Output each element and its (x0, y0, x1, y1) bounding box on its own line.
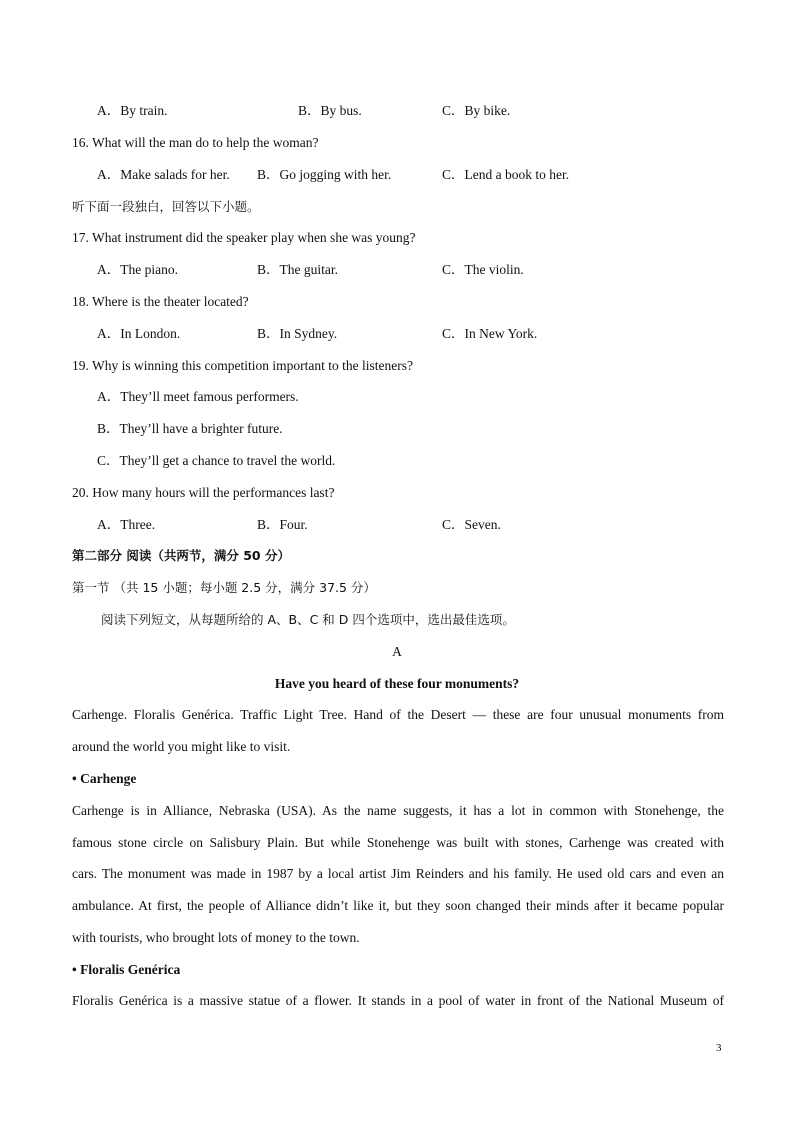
q17-option-b: B．The guitar. (257, 262, 338, 277)
page-number: 3 (716, 1042, 722, 1054)
q18-option-a: A．In London. (97, 326, 181, 341)
q17-option-a: A．The piano. (97, 262, 178, 277)
section-heading-floralis: • Floralis Genérica (72, 962, 181, 977)
carhenge-paragraph-line: Carhenge is in Alliance, Nebraska (USA). As the name suggests, it has a lot in common with Stonehenge, the (72, 803, 724, 818)
part2-heading: 第二部分 阅读（共两节，满分 50 分） (72, 548, 290, 563)
q20-question: 20. How many hours will the performances last? (72, 485, 335, 500)
q19-option-b: B．They’ll have a brighter future. (97, 421, 283, 436)
q19-question: 19. Why is winning this competition important to the listeners? (72, 358, 413, 373)
q16-option-a: A．Make salads for her. (97, 167, 230, 182)
carhenge-paragraph-line: famous stone circle on Salisbury Plain. But while Stonehenge was built with stones, Carhenge was created with (72, 835, 724, 850)
q20-option-c: C．Seven. (442, 517, 501, 532)
section-heading-carhenge: • Carhenge (72, 771, 137, 786)
q17-option-c: C．The violin. (442, 262, 524, 277)
q16-question: 16. What will the man do to help the woman? (72, 135, 319, 150)
q16-option-c: C．Lend a book to her. (442, 167, 570, 182)
carhenge-paragraph-line: ambulance. At first, the people of Alliance didn’t like it, but they soon changed their minds after it became popular (72, 898, 724, 913)
passage-title: Have you heard of these four monuments? (274, 676, 520, 691)
q15-option-c: C．By bike. (442, 103, 511, 118)
passage-label: A (392, 644, 402, 659)
carhenge-paragraph-line: with tourists, who brought lots of money to the town. (72, 930, 360, 945)
q18-question: 18. Where is the theater located? (72, 294, 249, 309)
q20-option-a: A．Three. (97, 517, 156, 532)
reading-instruction: 阅读下列短文，从每题所给的 A、B、C 和 D 四个选项中，选出最佳选项。 (101, 612, 515, 627)
monologue-instruction: 听下面一段独白，回答以下小题。 (72, 199, 260, 214)
passage-intro-line: Carhenge. Floralis Genérica. Traffic Light Tree. Hand of the Desert — these are four unusual monuments from (72, 707, 724, 722)
q18-option-c: C．In New York. (442, 326, 538, 341)
q19-option-c: C．They’ll get a chance to travel the world. (97, 453, 336, 468)
passage-intro-line: around the world you might like to visit. (72, 739, 291, 754)
q15-option-b: B．By bus. (298, 103, 362, 118)
section1-heading: 第一节 （共 15 小题；每小题 2.5 分，满分 37.5 分） (72, 580, 376, 595)
carhenge-paragraph-line: cars. The monument was made in 1987 by a local artist Jim Reinders and his family. He used old cars and even an (72, 866, 724, 881)
q20-option-b: B．Four. (257, 517, 308, 532)
q18-option-b: B．In Sydney. (257, 326, 338, 341)
q17-question: 17. What instrument did the speaker play when she was young? (72, 230, 416, 245)
floralis-paragraph-line: Floralis Genérica is a massive statue of a flower. It stands in a pool of water in front of the National Museum of (72, 993, 724, 1008)
q15-option-a: A．By train. (97, 103, 168, 118)
q19-option-a: A．They’ll meet famous performers. (97, 389, 299, 404)
q16-option-b: B．Go jogging with her. (257, 167, 392, 182)
